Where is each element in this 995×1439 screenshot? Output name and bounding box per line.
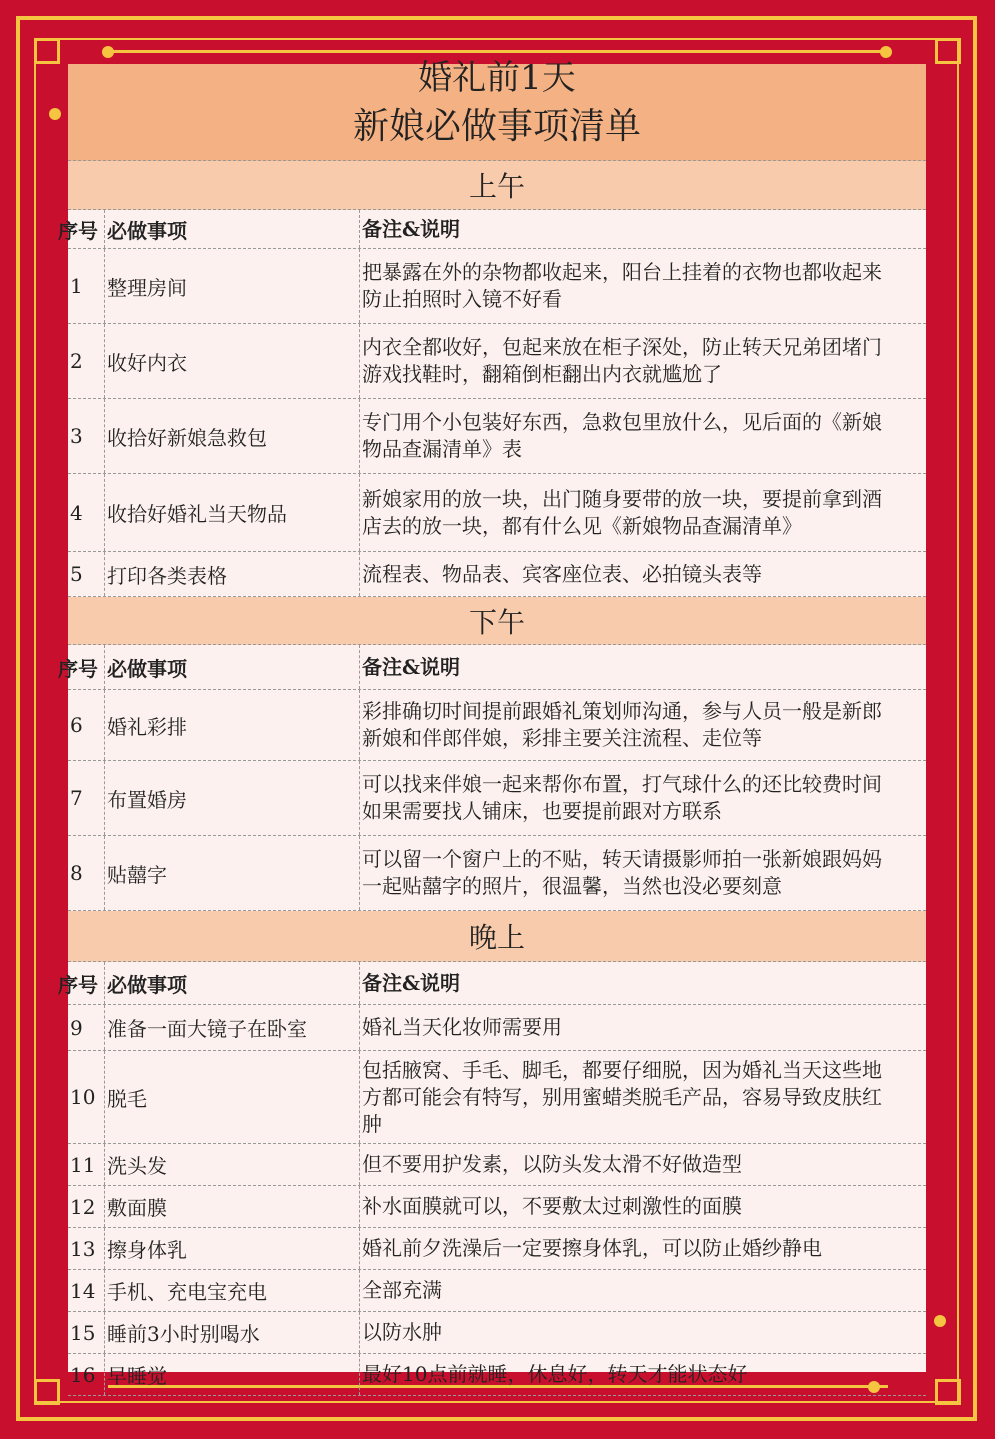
row-number: 2 <box>68 324 105 398</box>
row-task: 擦身体乳 <box>105 1228 360 1269</box>
corner-ornament-icon <box>34 38 60 64</box>
gold-dot-icon <box>934 1315 946 1327</box>
header-note: 备注&说明 <box>362 970 461 995</box>
section-heading: 上午 <box>68 161 926 210</box>
table-row <box>68 1354 926 1396</box>
row-number: 15 <box>68 1312 105 1353</box>
row-number: 1 <box>68 249 105 323</box>
corner-ornament-icon <box>34 1379 60 1405</box>
table-row <box>68 249 926 324</box>
header-no: 序号 <box>68 210 105 248</box>
row-number: 4 <box>68 474 105 551</box>
row-task: 手机、充电宝充电 <box>105 1270 360 1311</box>
row-number: 3 <box>68 399 105 473</box>
row-task: 贴囍字 <box>105 836 360 910</box>
header-task: 必做事项 <box>105 962 360 1004</box>
gold-dot-icon <box>49 108 61 120</box>
row-note: 婚礼当天化妆师需要用 <box>362 1015 562 1039</box>
row-task: 打印各类表格 <box>105 552 360 596</box>
row-number: 9 <box>68 1005 105 1050</box>
table-row <box>68 552 926 597</box>
checklist-sheet <box>58 58 926 1388</box>
row-task: 早睡觉 <box>105 1354 360 1395</box>
row-note: 可以留一个窗户上的不贴，转天请摄影师拍一张新娘跟妈妈 一起贴囍字的照片，很温馨，当然也没必要刻意 <box>362 847 882 898</box>
table-row <box>68 1312 926 1354</box>
row-note: 专门用个小包装好东西，急救包里放什么，见后面的《新娘 物品查漏清单》表 <box>362 410 882 461</box>
row-number: 5 <box>68 552 105 596</box>
row-task: 布置婚房 <box>105 761 360 835</box>
row-note: 内衣全都收好，包起来放在柜子深处，防止转天兄弟团堵门 游戏找鞋时，翻箱倒柜翻出内衣就尴尬了 <box>362 335 882 386</box>
row-number: 11 <box>68 1144 105 1185</box>
section-heading: 晚上 <box>68 911 926 962</box>
row-task: 收拾好新娘急救包 <box>105 399 360 473</box>
header-no: 序号 <box>68 645 105 689</box>
row-number: 12 <box>68 1186 105 1227</box>
row-note: 把暴露在外的杂物都收起来，阳台上挂着的衣物也都收起来 防止拍照时入镜不好看 <box>362 260 882 311</box>
row-number: 10 <box>68 1051 105 1143</box>
row-task: 洗头发 <box>105 1144 360 1185</box>
row-note: 以防水肿 <box>362 1320 442 1344</box>
row-task: 敷面膜 <box>105 1186 360 1227</box>
title-banner <box>68 58 926 161</box>
row-note: 彩排确切时间提前跟婚礼策划师沟通，参与人员一般是新郎 新娘和伴郎伴娘，彩排主要关注流程、走位等 <box>362 699 882 750</box>
row-note: 流程表、物品表、宾客座位表、必拍镜头表等 <box>362 561 762 586</box>
header-task: 必做事项 <box>105 210 360 248</box>
row-task: 收拾好婚礼当天物品 <box>105 474 360 551</box>
section-heading: 下午 <box>68 597 926 645</box>
title-line-2: 新娘必做事项清单 <box>352 106 641 147</box>
table-row <box>68 474 926 552</box>
row-number: 6 <box>68 690 105 760</box>
row-number: 14 <box>68 1270 105 1311</box>
row-number: 8 <box>68 836 105 910</box>
header-note: 备注&说明 <box>362 654 461 679</box>
table-row <box>68 1270 926 1312</box>
row-task: 婚礼彩排 <box>105 690 360 760</box>
table-row <box>68 1186 926 1228</box>
row-task: 整理房间 <box>105 249 360 323</box>
row-number: 13 <box>68 1228 105 1269</box>
row-task: 准备一面大镜子在卧室 <box>105 1005 360 1050</box>
row-note: 新娘家用的放一块，出门随身要带的放一块，要提前拿到酒 店去的放一块，都有什么见《新娘物品查漏清单》 <box>362 486 882 538</box>
row-note: 补水面膜就可以，不要敷太过刺激性的面膜 <box>362 1194 742 1218</box>
table-header-row <box>58 210 926 249</box>
row-note: 婚礼前夕洗澡后一定要擦身体乳，可以防止婚纱静电 <box>362 1236 822 1260</box>
row-task: 脱毛 <box>105 1051 360 1143</box>
row-note: 但不要用护发素，以防头发太滑不好做造型 <box>362 1152 742 1176</box>
table-row <box>68 324 926 399</box>
header-no: 序号 <box>68 962 105 1004</box>
table-header-row <box>58 962 926 1005</box>
row-note: 包括腋窝、手毛、脚毛，都要仔细脱，因为婚礼当天这些地 方都可能会有特写，别用蜜蜡类脱毛产品，容易导致皮肤红 肿 <box>362 1057 882 1136</box>
row-number: 7 <box>68 761 105 835</box>
row-task: 睡前3小时别喝水 <box>105 1312 360 1353</box>
title-line-1: 婚礼前1天 <box>418 58 576 98</box>
row-note: 可以找来伴娘一起来帮你布置，打气球什么的还比较费时间 如果需要找人铺床，也要提前跟对方联系 <box>362 772 882 823</box>
table-row <box>68 399 926 474</box>
table-row <box>68 1144 926 1186</box>
row-note: 全部充满 <box>362 1278 442 1302</box>
row-task: 收好内衣 <box>105 324 360 398</box>
table-row <box>68 690 926 761</box>
table-row <box>68 1005 926 1051</box>
table-row <box>68 836 926 911</box>
table-row <box>68 1051 926 1144</box>
header-note: 备注&说明 <box>362 216 461 241</box>
corner-ornament-icon <box>935 38 961 64</box>
table-row <box>68 1228 926 1270</box>
corner-ornament-icon <box>935 1379 961 1405</box>
row-note: 最好10点前就睡，休息好，转天才能状态好 <box>362 1362 748 1386</box>
table-row <box>68 761 926 836</box>
row-number: 16 <box>68 1354 105 1395</box>
table-header-row <box>58 645 926 690</box>
header-task: 必做事项 <box>105 645 360 689</box>
